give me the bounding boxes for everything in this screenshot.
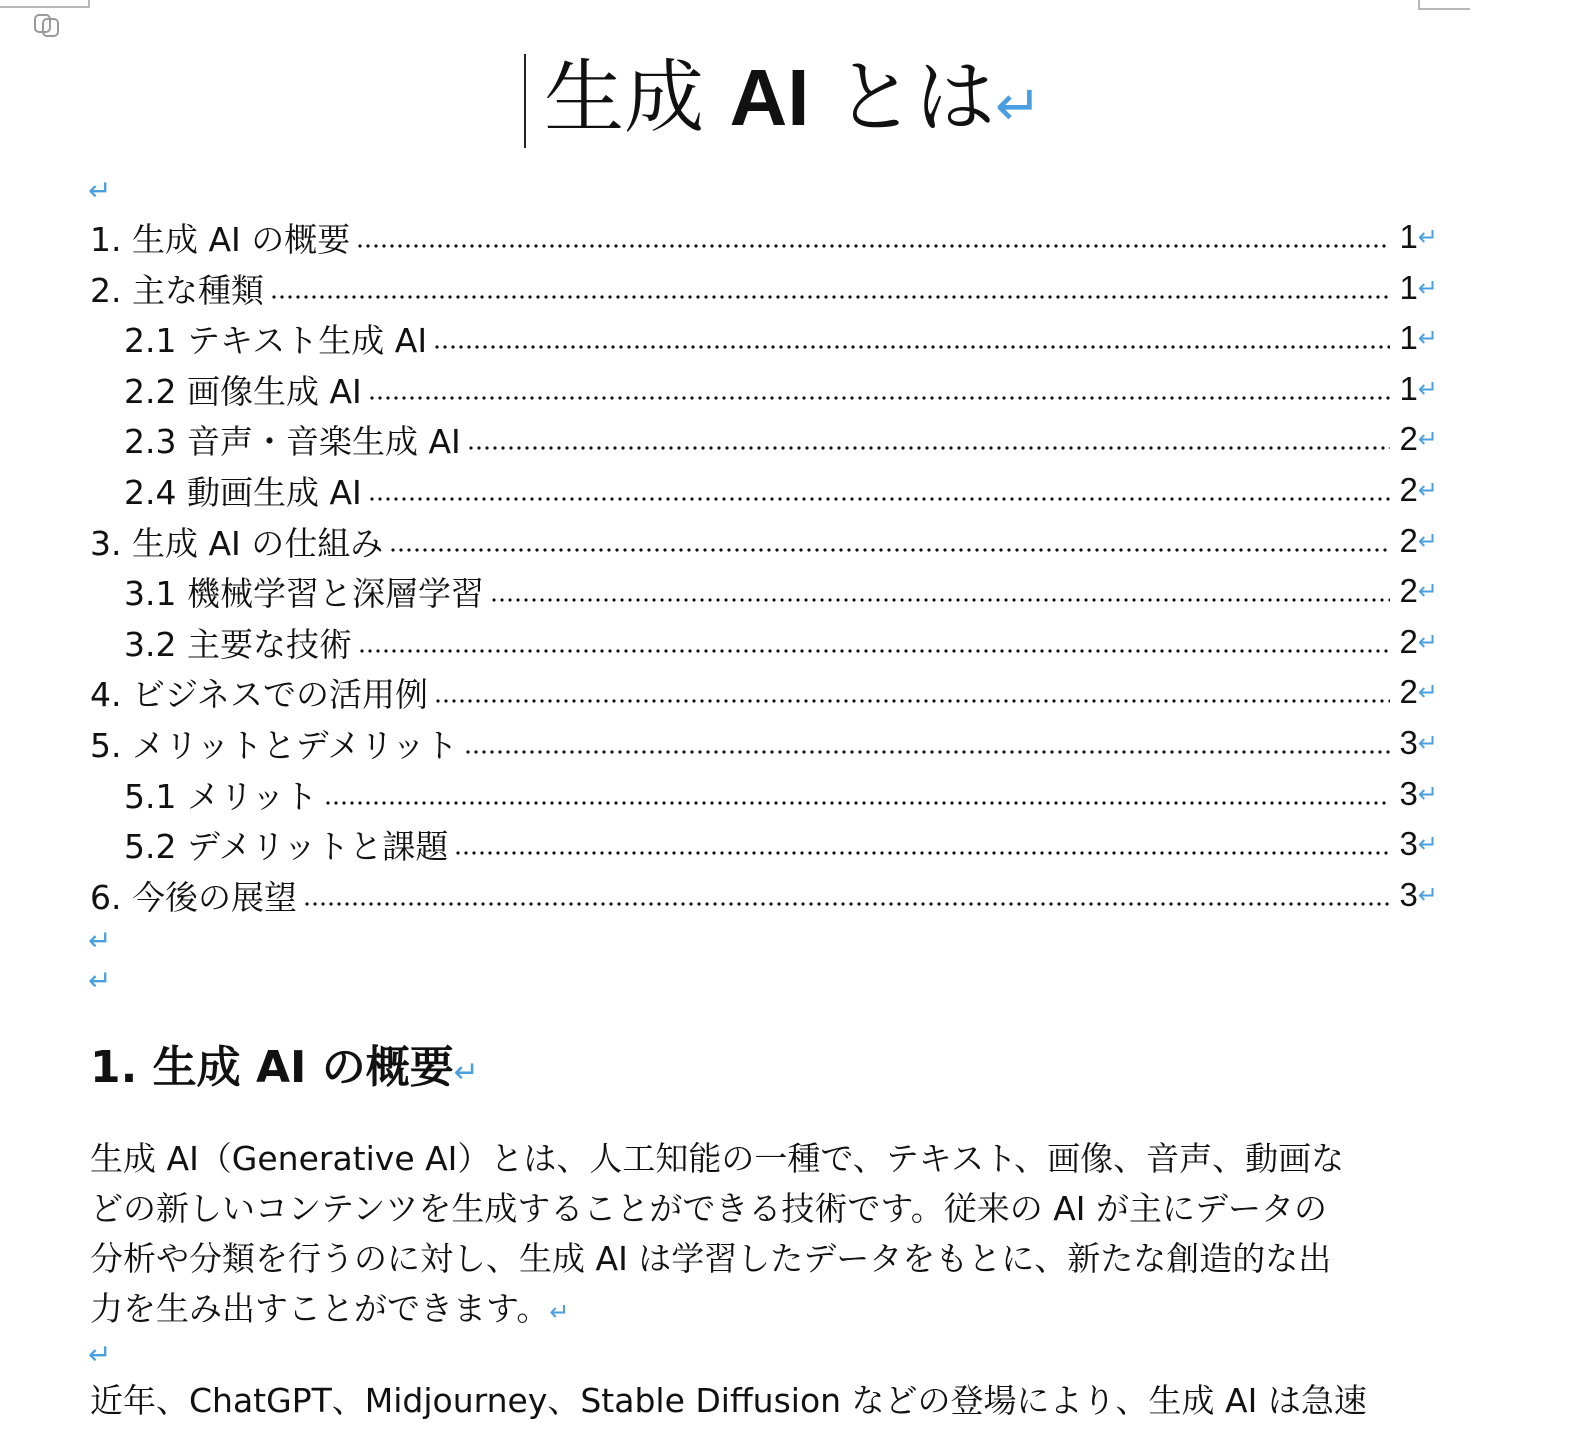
paragraph-mark-icon: ↵ xyxy=(1417,729,1438,757)
toc-dot-leader xyxy=(434,698,1390,704)
empty-paragraph[interactable] xyxy=(88,966,111,996)
toc-entry-text: 2. 主な種類 xyxy=(90,270,264,310)
toc-dot-leader xyxy=(368,395,1390,401)
toc-dot-leader xyxy=(454,850,1389,856)
paragraph-mark-icon: ↵ xyxy=(994,74,1042,139)
toc-dot-leader xyxy=(303,901,1390,907)
section-heading-text: 1. 生成 AI の概要 xyxy=(90,1042,454,1093)
toc-page-number: 2 xyxy=(1399,673,1418,710)
toc-entry[interactable] xyxy=(124,617,1438,667)
empty-paragraph[interactable] xyxy=(88,176,111,206)
toc-entry[interactable] xyxy=(90,212,1438,262)
toc-entry[interactable] xyxy=(90,667,1438,717)
paragraph-line-text: 力を生み出すことができます。 xyxy=(90,1289,550,1328)
paragraph-mark-icon: ↵ xyxy=(1417,881,1438,909)
paragraph-line: 生成 AI（Generative AI）とは、人工知能の一種で、テキスト、画像、音声、動画な xyxy=(90,1139,1345,1178)
body-paragraph-2[interactable] xyxy=(90,1376,1420,1426)
toc-page-number: 3 xyxy=(1399,775,1418,812)
paragraph-mark-icon: ↵ xyxy=(1417,780,1438,808)
paragraph-mark-icon: ↵ xyxy=(1417,476,1438,504)
toc-entry-text: 3.2 主要な技術 xyxy=(124,624,352,664)
paragraph-mark-icon: ↵ xyxy=(1417,577,1438,605)
paragraph-mark-icon: ↵ xyxy=(1417,274,1438,302)
toc-entry[interactable] xyxy=(124,414,1438,464)
title-text-jp1: 生成 xyxy=(544,51,730,144)
toc-page-number: 2 xyxy=(1399,522,1418,559)
toc-page-number: 2 xyxy=(1399,420,1418,457)
title-text-jp2: とは xyxy=(809,51,995,144)
toc-page-number: 3 xyxy=(1399,876,1418,913)
toc-dot-leader xyxy=(324,800,1390,806)
toc-page-number: 2 xyxy=(1399,471,1418,508)
paragraph-mark-icon: ↵ xyxy=(1417,375,1438,403)
toc-entry-text: 3.1 機械学習と深層学習 xyxy=(124,573,484,613)
toc-entry-text: 2.3 音声・音楽生成 AI xyxy=(124,421,461,461)
toc-entry-text: 6. 今後の展望 xyxy=(90,877,297,917)
body-paragraph-1[interactable] xyxy=(90,1134,1420,1337)
page-corner-mark-right xyxy=(1418,0,1470,10)
paragraph-mark-icon: ↵ xyxy=(549,1298,570,1326)
paragraph-mark-icon: ↵ xyxy=(1417,527,1438,555)
toc-entry[interactable] xyxy=(90,870,1438,920)
toc-entry-text: 4. ビジネスでの活用例 xyxy=(90,674,428,714)
object-anchor-icon[interactable] xyxy=(32,10,62,40)
toc-entry-text: 5.1 メリット xyxy=(124,776,318,816)
toc-dot-leader xyxy=(368,496,1390,502)
title-text-ai: AI xyxy=(729,53,810,142)
paragraph-mark-icon: ↵ xyxy=(1417,628,1438,656)
toc-entry[interactable] xyxy=(124,819,1438,869)
toc-page-number: 3 xyxy=(1399,825,1418,862)
paragraph-mark-icon: ↵ xyxy=(453,1055,479,1090)
text-cursor xyxy=(524,54,526,148)
toc-entry-text: 2.2 画像生成 AI xyxy=(124,371,362,411)
toc-page-number: 2 xyxy=(1399,623,1418,660)
toc-entry-text: 2.1 テキスト生成 AI xyxy=(124,320,428,360)
toc-dot-leader xyxy=(467,445,1390,451)
toc-entry-text: 1. 生成 AI の概要 xyxy=(90,219,351,259)
toc-entry-text: 5. メリットとデメリット xyxy=(90,725,459,765)
paragraph-mark-icon: ↵ xyxy=(1417,223,1438,251)
toc-page-number: 3 xyxy=(1399,724,1418,761)
toc-page-number: 1 xyxy=(1399,370,1418,407)
toc-dot-leader xyxy=(433,344,1389,350)
toc-entry[interactable] xyxy=(90,263,1438,313)
section-heading[interactable] xyxy=(90,1038,479,1103)
toc-entry[interactable] xyxy=(90,516,1438,566)
toc-entry[interactable] xyxy=(124,313,1438,363)
toc-page-number: 2 xyxy=(1399,572,1418,609)
paragraph-line: 分析や分類を行うのに対し、生成 AI は学習したデータをもとに、新たな創造的な出 xyxy=(90,1239,1332,1278)
toc-entry-text: 5.2 デメリットと課題 xyxy=(124,826,449,866)
toc-page-number: 1 xyxy=(1399,218,1418,255)
paragraph-line: どの新しいコンテンツを生成することができる技術です。従来の AI が主にデータの xyxy=(90,1189,1327,1228)
empty-paragraph[interactable] xyxy=(88,926,111,956)
document-title[interactable] xyxy=(0,48,1586,157)
toc-dot-leader xyxy=(389,547,1389,553)
toc-dot-leader xyxy=(270,294,1390,300)
paragraph-mark-icon: ↵ xyxy=(1417,830,1438,858)
toc-entry-text: 3. 生成 AI の仕組み xyxy=(90,523,384,563)
toc-dot-leader xyxy=(464,749,1390,755)
paragraph-mark-icon: ↵ xyxy=(88,964,112,997)
paragraph-mark-icon: ↵ xyxy=(1417,425,1438,453)
toc-entry[interactable] xyxy=(124,769,1438,819)
toc-entry[interactable] xyxy=(124,465,1438,515)
paragraph-line xyxy=(90,1284,1420,1337)
toc-dot-leader xyxy=(358,648,1390,654)
empty-paragraph[interactable] xyxy=(88,1340,111,1370)
paragraph-mark-icon: ↵ xyxy=(1417,678,1438,706)
toc-dot-leader xyxy=(356,243,1389,249)
paragraph-mark-icon: ↵ xyxy=(88,924,112,957)
paragraph-mark-icon: ↵ xyxy=(88,1338,112,1371)
toc-entry-text: 2.4 動画生成 AI xyxy=(124,472,362,512)
toc-dot-leader xyxy=(490,597,1390,603)
toc-entry[interactable] xyxy=(124,364,1438,414)
toc-entry[interactable] xyxy=(90,718,1438,768)
toc-page-number: 1 xyxy=(1399,269,1418,306)
toc-entry[interactable] xyxy=(124,566,1438,616)
paragraph-mark-icon: ↵ xyxy=(88,174,112,207)
paragraph-line: 近年、ChatGPT、Midjourney、Stable Diffusion などの登場により、生成 AI は急速 xyxy=(90,1381,1367,1420)
toc-page-number: 1 xyxy=(1399,319,1418,356)
page-corner-mark-left xyxy=(0,0,90,8)
paragraph-mark-icon: ↵ xyxy=(1417,324,1438,352)
